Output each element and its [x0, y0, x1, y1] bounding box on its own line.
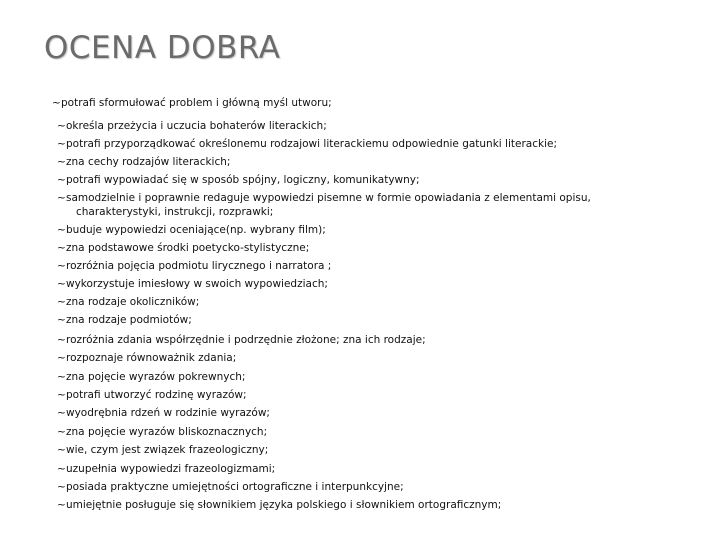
list-item: ~ rozpoznaje równoważnik zdania; [57, 352, 237, 364]
bullet-mark: ~ [57, 463, 66, 475]
list-item: ~ zna rodzaje okoliczników; [57, 296, 200, 308]
bullet-mark: ~ [57, 371, 66, 383]
list-item: ~ zna rodzaje podmiotów; [57, 314, 192, 326]
list-item: ~ rozróżnia pojęcia podmiotu lirycznego i narratora ; [57, 260, 332, 272]
list-item: ~ wyodrębnia rdzeń w rodzinie wyrazów; [57, 407, 270, 419]
list-item: ~ wykorzystuje imiesłowy w swoich wypowiedziach; [57, 278, 328, 290]
slide-title: OCENA DOBRA [44, 30, 281, 66]
list-item: ~ umiejętnie posługuje się słownikiem języka polskiego i słownikiem ortograficznym; [57, 499, 502, 511]
list-item: ~ samodzielnie i poprawnie redaguje wypowiedzi pisemne w formie opowiadania z elementami opisu, charakterystyki, instrukcji, rozprawki; [57, 192, 591, 218]
list-item: ~ zna podstawowe środki poetycko-stylistyczne; [57, 242, 310, 254]
list-item: ~ zna cechy rodzajów literackich; [57, 156, 231, 168]
bullet-mark: ~ [57, 352, 66, 364]
bullet-mark: ~ [57, 426, 66, 438]
bullet-mark: ~ [57, 242, 66, 254]
bullet-mark: ~ [57, 296, 66, 308]
list-item: ~ rozróżnia zdania współrzędnie i podrzędnie złożone; zna ich rodzaje; [57, 334, 426, 346]
bullet-mark: ~ [57, 481, 66, 493]
bullet-mark: ~ [57, 156, 66, 168]
bullet-mark: ~ [57, 138, 66, 150]
bullet-mark: ~ [52, 97, 61, 109]
bullet-mark: ~ [57, 499, 66, 511]
bullet-mark: ~ [57, 314, 66, 326]
list-item: ~ potrafi przyporządkować określonemu rodzajowi literackiemu odpowiednie gatunki literackie; [57, 138, 557, 150]
list-item: ~ określa przeżycia i uczucia bohaterów literackich; [57, 120, 327, 132]
bullet-mark: ~ [57, 260, 66, 272]
bullet-mark: ~ [57, 174, 66, 186]
bullet-mark: ~ [57, 192, 66, 204]
bullet-mark: ~ [57, 224, 66, 236]
bullet-mark: ~ [57, 278, 66, 290]
list-item: ~ potrafi wypowiadać się w sposób spójny, logiczny, komunikatywny; [57, 174, 420, 186]
list-item: ~ potrafi sformułować problem i główną myśl utworu; [52, 97, 332, 109]
list-item: ~ zna pojęcie wyrazów pokrewnych; [57, 371, 246, 383]
list-item: ~ wie, czym jest związek frazeologiczny; [57, 444, 269, 456]
bullet-mark: ~ [57, 120, 66, 132]
bullet-mark: ~ [57, 334, 66, 346]
bullet-mark: ~ [57, 407, 66, 419]
bullet-mark: ~ [57, 444, 66, 456]
list-item: ~ potrafi utworzyć rodzinę wyrazów; [57, 389, 247, 401]
list-item: ~ posiada praktyczne umiejętności ortograficzne i interpunkcyjne; [57, 481, 404, 493]
list-item: ~ uzupełnia wypowiedzi frazeologizmami; [57, 463, 276, 475]
bullet-mark: ~ [57, 389, 66, 401]
list-item: ~ buduje wypowiedzi oceniające(np. wybrany film); [57, 224, 326, 236]
list-item: ~ zna pojęcie wyrazów bliskoznacznych; [57, 426, 268, 438]
